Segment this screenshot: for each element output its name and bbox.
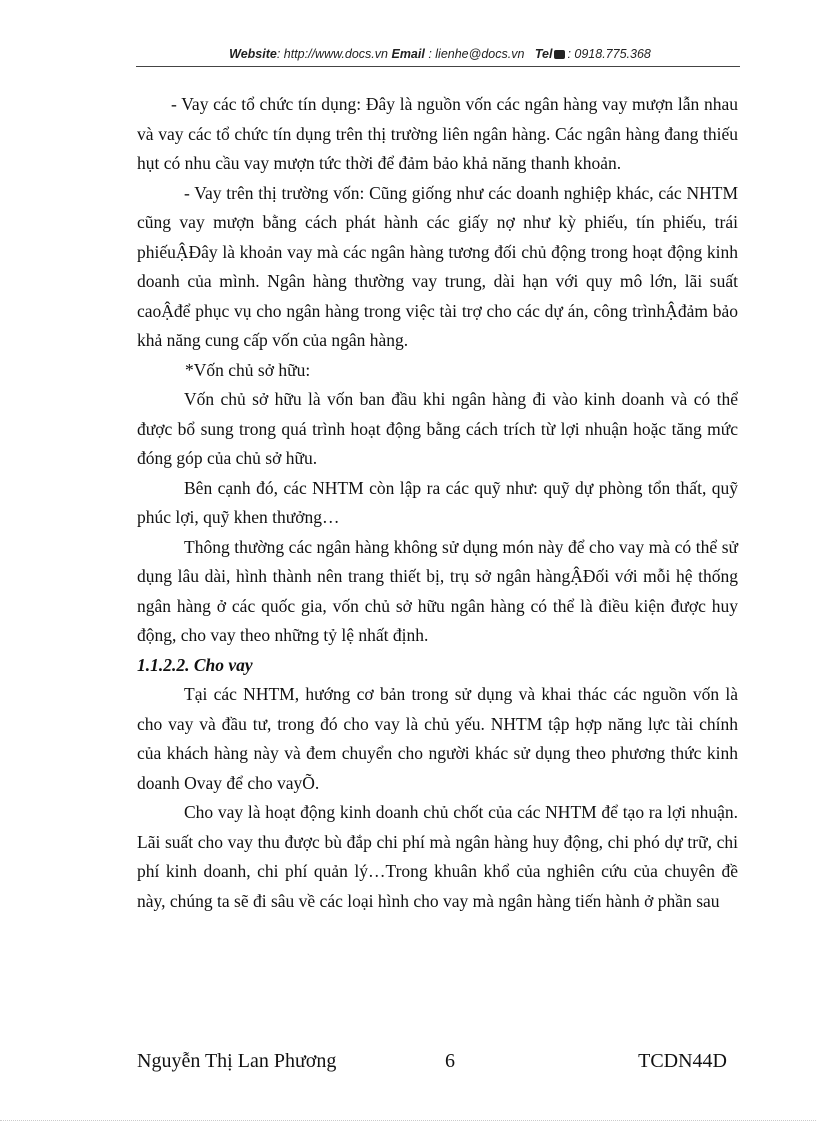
paragraph-equity-title: *Vốn chủ sở hữu: — [185, 359, 311, 380]
phone-icon — [554, 50, 565, 59]
document-body — [137, 90, 738, 916]
paragraph-capital-market-loans: - Vay trên thị trường vốn: Cũng giống như các doanh nghiệp khác, các NHTM cũng vay mượn bằng cách phát hành các giấy nợ như kỳ phiếu, tín phiếu, trái phiếuẬĐây là khoản vay mà các ngân hàng tương đối chủ động trong hoạt động kinh doanh của mình. Ngân hàng thường vay trung, dài hạn với quy mô lớn, lãi suất caoẬđể phục vụ cho ngân hàng trong việc tài trợ cho các dự án, công trìnhẬđảm bảo khả năng cung cấp vốn của ngân hàng. — [137, 182, 738, 350]
page-header — [140, 47, 740, 61]
tel-label: Tel — [534, 47, 553, 61]
footer-author: Nguyễn Thị Lan Phương — [137, 1050, 337, 1072]
website-label: Website — [229, 47, 277, 61]
section-heading-cho-vay: 1.1.2.2. Cho vay — [137, 654, 253, 675]
tel-number: : 0918.775.368 — [567, 47, 651, 61]
footer-page-number: 6 — [445, 1050, 455, 1072]
paragraph-lending-profit: Cho vay là hoạt động kinh doanh chủ chốt của các NHTM để tạo ra lợi nhuận. Lãi suất cho vay thu được bù đắp chi phí mà ngân hàng huy động, chi phó dự trữ, chi phí kinh doanh, chi phí quản lý…Trong khuân khổ của nghiên cứu của chuyên đề này, chúng ta sẽ đi sâu về các loại hình cho vay mà ngân hàng tiến hành ở phần sau — [137, 802, 738, 911]
website-url[interactable]: : http://www.docs.vn — [276, 47, 388, 61]
paragraph-funds: Bên cạnh đó, các NHTM còn lập ra các quỹ như: quỹ dự phòng tổn thất, quỹ phúc lợi, quỹ khen thưởng… — [137, 477, 738, 527]
header-divider — [136, 66, 740, 67]
paragraph-lending-direction: Tại các NHTM, hướng cơ bản trong sử dụng và khai thác các nguồn vốn là cho vay và đầu tư, trong đó cho vay là chủ yếu. NHTM tập hợp năng lực tài chính của khách hàng này và đem chuyển cho người khác sử dụng theo phương thức kinh doanh Ovay để cho vayÕ. — [137, 684, 738, 793]
paragraph-equity-usage: Thông thường các ngân hàng không sử dụng món này để cho vay mà có thể sử dụng lâu dài, hình thành nên trang thiết bị, trụ sở ngân hàngẬĐối với mỗi hệ thống ngân hàng ở các quốc gia, vốn chủ sở hữu ngân hàng có thể là điều kiện được huy động, cho vay theo những tỷ lệ nhất định. — [137, 536, 738, 645]
page-footer — [137, 1050, 727, 1078]
paragraph-credit-institution-loans: - Vay các tổ chức tín dụng: Đây là nguồn vốn các ngân hàng vay mượn lẫn nhau và vay các tổ chức tín dụng trên thị trường liên ngân hàng. Các ngân hàng đang thiếu hụt có nhu cầu vay mượn tức thời để đảm bảo khả năng thanh khoản. — [137, 94, 738, 173]
footer-class-code: TCDN44D — [638, 1050, 727, 1072]
page-bottom-border — [0, 1120, 816, 1121]
paragraph-equity-definition: Vốn chủ sở hữu là vốn ban đầu khi ngân hàng đi vào kinh doanh và có thể được bổ sung trong quá trình hoạt động bằng cách trích từ lợi nhuận hoặc tăng mức đóng góp của chủ sở hữu. — [137, 389, 738, 468]
email-address[interactable]: : lienhe@docs.vn — [424, 47, 525, 61]
email-label: Email — [391, 47, 425, 61]
